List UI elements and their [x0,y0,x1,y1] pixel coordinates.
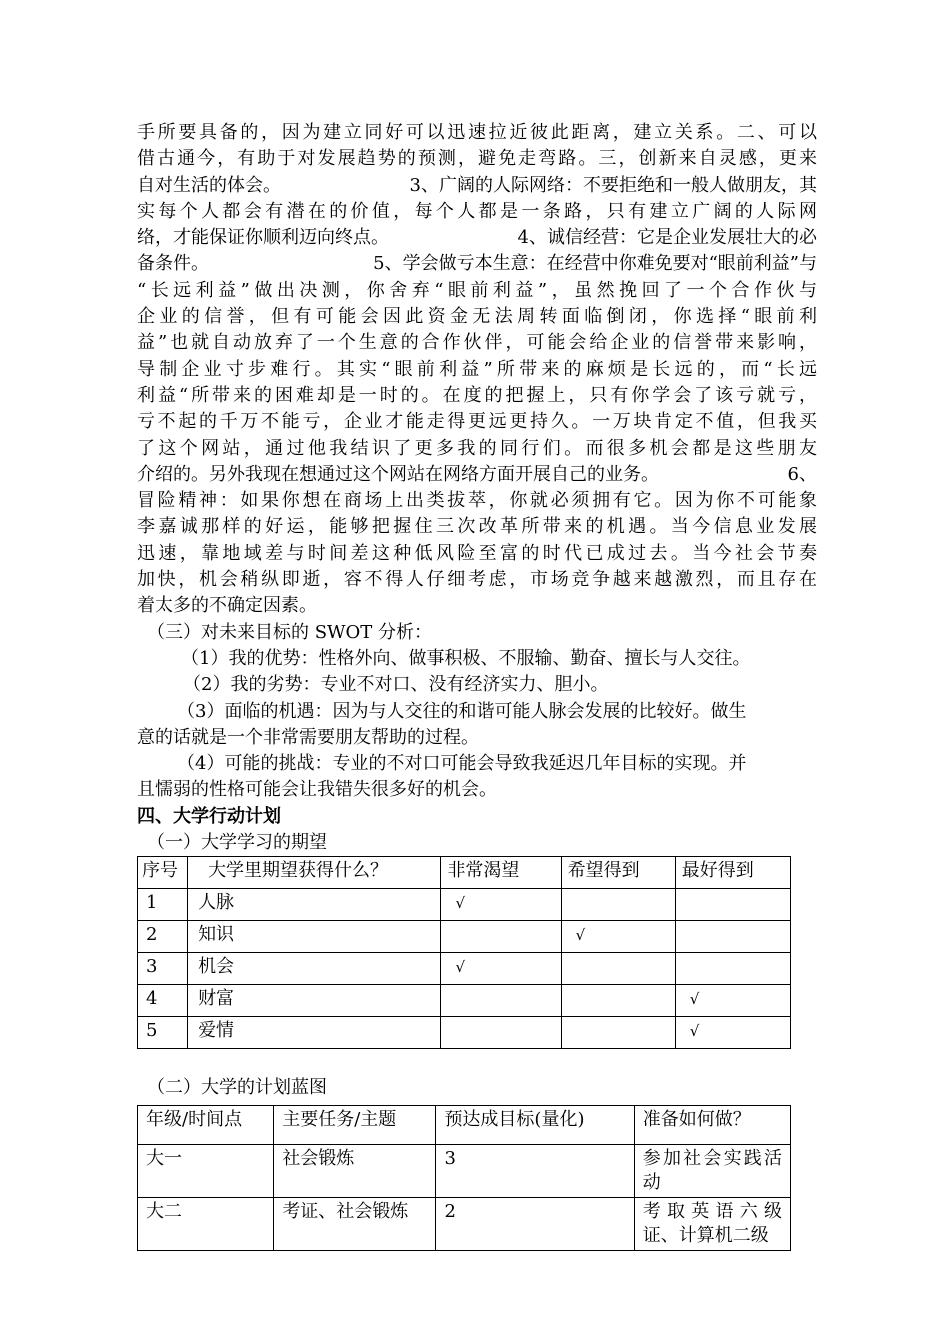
table-cell: 财富 [188,985,441,1017]
body-line: 着太多的不确定因素。 [137,595,317,617]
swot-opportunity-line2: 意的话就是一个非常需要朋友帮助的过程。 [137,726,479,748]
body-line-segment: 4、诚信经营：它是企业发展壮大的必 [517,227,817,249]
body-line [137,251,817,277]
table-cell: √ [675,1017,790,1049]
table-cell [561,889,675,921]
body-paragraph [137,120,817,620]
table-cell: √ [441,953,561,985]
table-cell: 大一 [138,1145,274,1198]
table-row [138,985,791,1017]
table-cell: 考证、社会锻炼 [274,1198,436,1251]
table-header-cell: 非常渴望 [441,857,561,889]
body-line: 冒险精神：如果你想在商场上出类拔萃，你就必须拥有它。因为你不可能象 [137,490,817,512]
table-cell: 3 [138,953,188,985]
body-line: 加快，机会稍纵即逝，容不得人仔细考虑，市场竞争越来越激烈，而且存在 [137,569,817,591]
body-line: 实每个人都会有潜在的价值，每个人都是一条路，只有建立广阔的人际网 [137,200,817,222]
swot-threat-line2: 且懦弱的性格可能会让我错失很多好的机会。 [137,779,497,801]
table-header-cell: 年级/时间点 [138,1106,274,1145]
body-line: 手所要具备的，因为建立同好可以迅速拉近彼此距离，建立关系。二、可以 [137,122,817,143]
table-row [138,889,791,921]
table-cell: 2 [138,921,188,953]
table-header-cell: 预达成目标(量化) [436,1106,634,1145]
table-cell [561,985,675,1017]
body-line: 益”也就自动放弃了一个生意的合作伙伴，可能会给企业的信誉带来影响， [137,332,817,354]
swot-threat-line1: （4）可能的挑战：专业的不对口可能会导致我延迟几年目标的实现。并 [177,753,747,775]
plan-table [137,1105,791,1251]
body-line-segment: 3、广阔的人际网络：不要拒绝和一般人做朋友，其 [409,174,817,196]
expect-table-title: （一）大学学习的期望 [147,831,327,853]
table-row [138,1145,791,1198]
body-line: 迅速，靠地域差与时间差这种低风险至富的时代已成过去。当今社会节奏 [137,542,817,564]
table-cell [675,921,790,953]
table-cell: √ [561,921,675,953]
table-row [138,1017,791,1049]
body-line-segment: 介绍的。另外我现在想通过这个网站在网络方面开展自己的业务。 [137,463,659,485]
table-cell [441,985,561,1017]
table-cell: 5 [138,1017,188,1049]
table-cell [675,889,790,921]
table-header-row [138,857,791,889]
body-line [137,173,817,199]
body-line: “长远利益”做出决测，你舍弃“眼前利益”，虽然挽回了一个合作伙与 [137,279,817,301]
table-header-cell: 大学里期望获得什么？ [188,857,441,889]
table-cell: 参加社会实践活动 [634,1145,790,1198]
body-line: 利益“所带来的困难却是一时的。在度的把握上，只有你学会了该亏就亏， [137,384,817,406]
table-cell: √ [675,985,790,1017]
table-cell: 考取英语六级证、计算机二级 [634,1198,790,1251]
table-cell [441,1017,561,1049]
body-line: 李嘉诚那样的好运，能够把握住三次改革所带来的机遇。当今信息业发展 [137,516,817,538]
swot-weakness: （2）我的劣势：专业不对口、没有经济实力、胆小。 [183,674,609,696]
body-line: 亏不起的千万不能亏，企业才能走得更远更持久。一万块肯定不值，但我买 [137,411,817,433]
swot-title: （三）对未来目标的 SWOT 分析： [147,621,433,643]
body-line [137,225,817,251]
table-cell: 机会 [188,953,441,985]
body-line-segment: 6、 [787,463,817,485]
table-cell: 3 [436,1145,634,1198]
table-cell: 4 [138,985,188,1017]
section-heading: 四、大学行动计划 [137,805,281,827]
plan-table-title: （二）大学的计划蓝图 [147,1077,327,1099]
body-line-segment: 自对生活的体会。 [137,174,281,196]
table-cell: 人脉 [188,889,441,921]
body-line-segment: 5、学会做亏本生意：在经营中你难免要对“眼前利益”与 [373,253,817,275]
table-header-cell: 主要任务/主题 [274,1106,436,1145]
table-cell: 知识 [188,921,441,953]
body-line: 企业的信誉，但有可能会因此资金无法周转面临倒闭，你选择“眼前利 [137,306,817,328]
table-cell: 1 [138,889,188,921]
expectation-table [137,856,791,1049]
table-row [138,1198,791,1251]
table-cell [561,1017,675,1049]
table-row [138,921,791,953]
table-cell: 爱情 [188,1017,441,1049]
table-row [138,953,791,985]
table-header-cell: 希望得到 [561,857,675,889]
body-line-segment: 备条件。 [137,253,209,275]
swot-opportunity-line1: （3）面临的机遇：因为与人交往的和谐可能人脉会发展的比较好。做生 [177,700,747,722]
document-page [137,120,817,1251]
table-header-row [138,1106,791,1145]
table-header-cell: 最好得到 [675,857,790,889]
table-cell: 2 [436,1198,634,1251]
body-line [137,462,817,488]
table-cell: 大二 [138,1198,274,1251]
body-line: 借古通今，有助于对发展趋势的预测，避免走弯路。三，创新来自灵感，更来 [137,148,817,170]
table-cell [675,953,790,985]
table-header-cell: 准备如何做？ [634,1106,790,1145]
table-cell: 社会锻炼 [274,1145,436,1198]
body-line-segment: 络，才能保证你顺利迈向终点。 [137,227,389,249]
swot-strength: （1）我的优势：性格外向、做事积极、不服输、勤奋、擅长与人交往。 [181,647,751,669]
table-cell: √ [441,889,561,921]
body-line: 导制企业寸步难行。其实“眼前利益”所带来的麻烦是长远的，而“长远 [137,358,817,380]
table-cell [441,921,561,953]
body-line: 了这个网站，通过他我结识了更多我的同行们。而很多机会都是这些朋友 [137,437,817,459]
table-cell [561,953,675,985]
table-header-cell: 序号 [138,857,188,889]
